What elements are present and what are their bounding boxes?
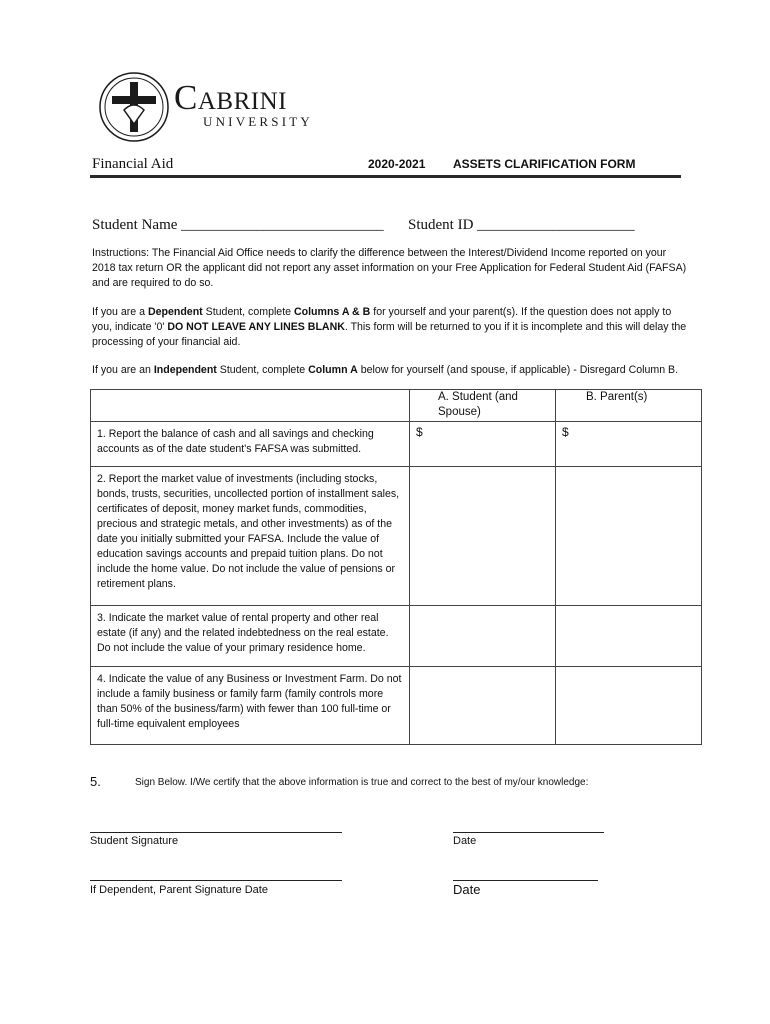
- parent-date-line[interactable]: [453, 870, 598, 881]
- table-row: [91, 467, 702, 606]
- item-number: 5.: [90, 774, 101, 789]
- form-title: ASSETS CLARIFICATION FORM: [453, 157, 636, 171]
- text: for yourself and your parent(s). If the question does not apply to you, indicate '0': [92, 306, 672, 333]
- parent-amount-4[interactable]: [556, 667, 702, 745]
- parent-amount-1[interactable]: [556, 422, 702, 467]
- question-1: 1. Report the balance of cash and all savings and checking accounts as of the date student's FAFSA was submitted.: [91, 422, 410, 467]
- assets-table: [90, 389, 702, 745]
- parent-date-label: Date: [453, 882, 481, 897]
- student-amount-3[interactable]: [410, 606, 556, 667]
- university-seal-icon: [98, 72, 178, 142]
- table-row: [91, 606, 702, 667]
- emphasis: DO NOT LEAVE ANY LINES BLANK: [167, 321, 345, 333]
- column-b-label: B. Parent(s): [586, 391, 648, 403]
- column-a-label: A. Student (and Spouse): [438, 391, 518, 418]
- logo-subtitle: UNIVERSITY: [203, 114, 313, 129]
- question-4: 4. Indicate the value of any Business or Investment Farm. Do not include a family business or family farm (family controls more than 50% of the business/farm) with fewer than 100 full-time or full-time equivalent employees: [91, 667, 410, 745]
- parent-signature-line[interactable]: [90, 870, 342, 881]
- emphasis: Independent: [153, 364, 217, 376]
- text: Student, complete: [216, 364, 309, 376]
- text: . This form will be returned to you if it is incomplete and this will delay the processing of your financial aid.: [92, 321, 687, 348]
- text: If you are a: [92, 306, 148, 318]
- dollar-sign: $: [562, 425, 569, 439]
- independent-instructions: [92, 363, 692, 378]
- student-amount-2[interactable]: [410, 467, 556, 606]
- text: If you are an: [92, 364, 154, 376]
- student-id-field[interactable]: Student ID _____________________: [408, 217, 635, 233]
- table-row: [91, 667, 702, 745]
- student-date-line[interactable]: [453, 822, 604, 833]
- question-3: 3. Indicate the market value of rental property and other real estate (if any) and the related indebtedness on the real estate. Do not include the value of your primary residence home.: [91, 606, 410, 667]
- office-name: Financial Aid: [92, 156, 174, 172]
- student-signature-label: Student Signature: [90, 835, 179, 847]
- dependent-instructions: [92, 305, 692, 350]
- student-name-field[interactable]: Student Name ___________________________: [92, 217, 384, 233]
- table-row: [91, 422, 702, 467]
- emphasis: Columns A & B: [293, 306, 371, 318]
- certification-text: Sign Below. I/We certify that the above information is true and correct to the best of my/our knowledge:: [135, 777, 589, 788]
- student-date-label: Date: [453, 835, 477, 847]
- table-header-row: [91, 390, 702, 422]
- student-signature-line[interactable]: [90, 822, 342, 833]
- parent-amount-3[interactable]: [556, 606, 702, 667]
- dollar-sign: $: [416, 425, 423, 439]
- column-a-header: [410, 390, 556, 422]
- student-amount-1[interactable]: [410, 422, 556, 467]
- table-header-blank: [91, 390, 410, 422]
- parent-amount-2[interactable]: [556, 467, 702, 606]
- instructions-paragraph: Instructions: The Financial Aid Office needs to clarify the difference between the Interest/Dividend Income reported on your 2018 tax return OR the applicant did not report any asset information on your Free Application for Federal Student Aid (FAFSA) and are required to do so.: [92, 247, 687, 289]
- header-divider: [90, 175, 681, 178]
- logo-wordmark: Cabrini: [174, 78, 287, 117]
- column-b-header: [556, 390, 702, 422]
- aid-year: 2020-2021: [368, 157, 426, 171]
- parent-signature-label: If Dependent, Parent Signature Date: [90, 884, 268, 896]
- emphasis: Dependent: [147, 306, 203, 318]
- text: Student, complete: [202, 306, 294, 318]
- emphasis: Column A: [308, 364, 358, 376]
- student-amount-4[interactable]: [410, 667, 556, 745]
- text: below for yourself (and spouse, if applicable) - Disregard Column B.: [357, 364, 679, 376]
- question-2: 2. Report the market value of investments (including stocks, bonds, trusts, securities, uncollected portion of installment sales, certificates of deposit, money market funds, commodities, precious and strategic metals, and other investments) as of the date you initially submitted your FAFSA. Include the value of education savings accounts and prepaid tuition plans. Do not include the home value. Do not include the value of pensions or retirement plans.: [91, 467, 410, 606]
